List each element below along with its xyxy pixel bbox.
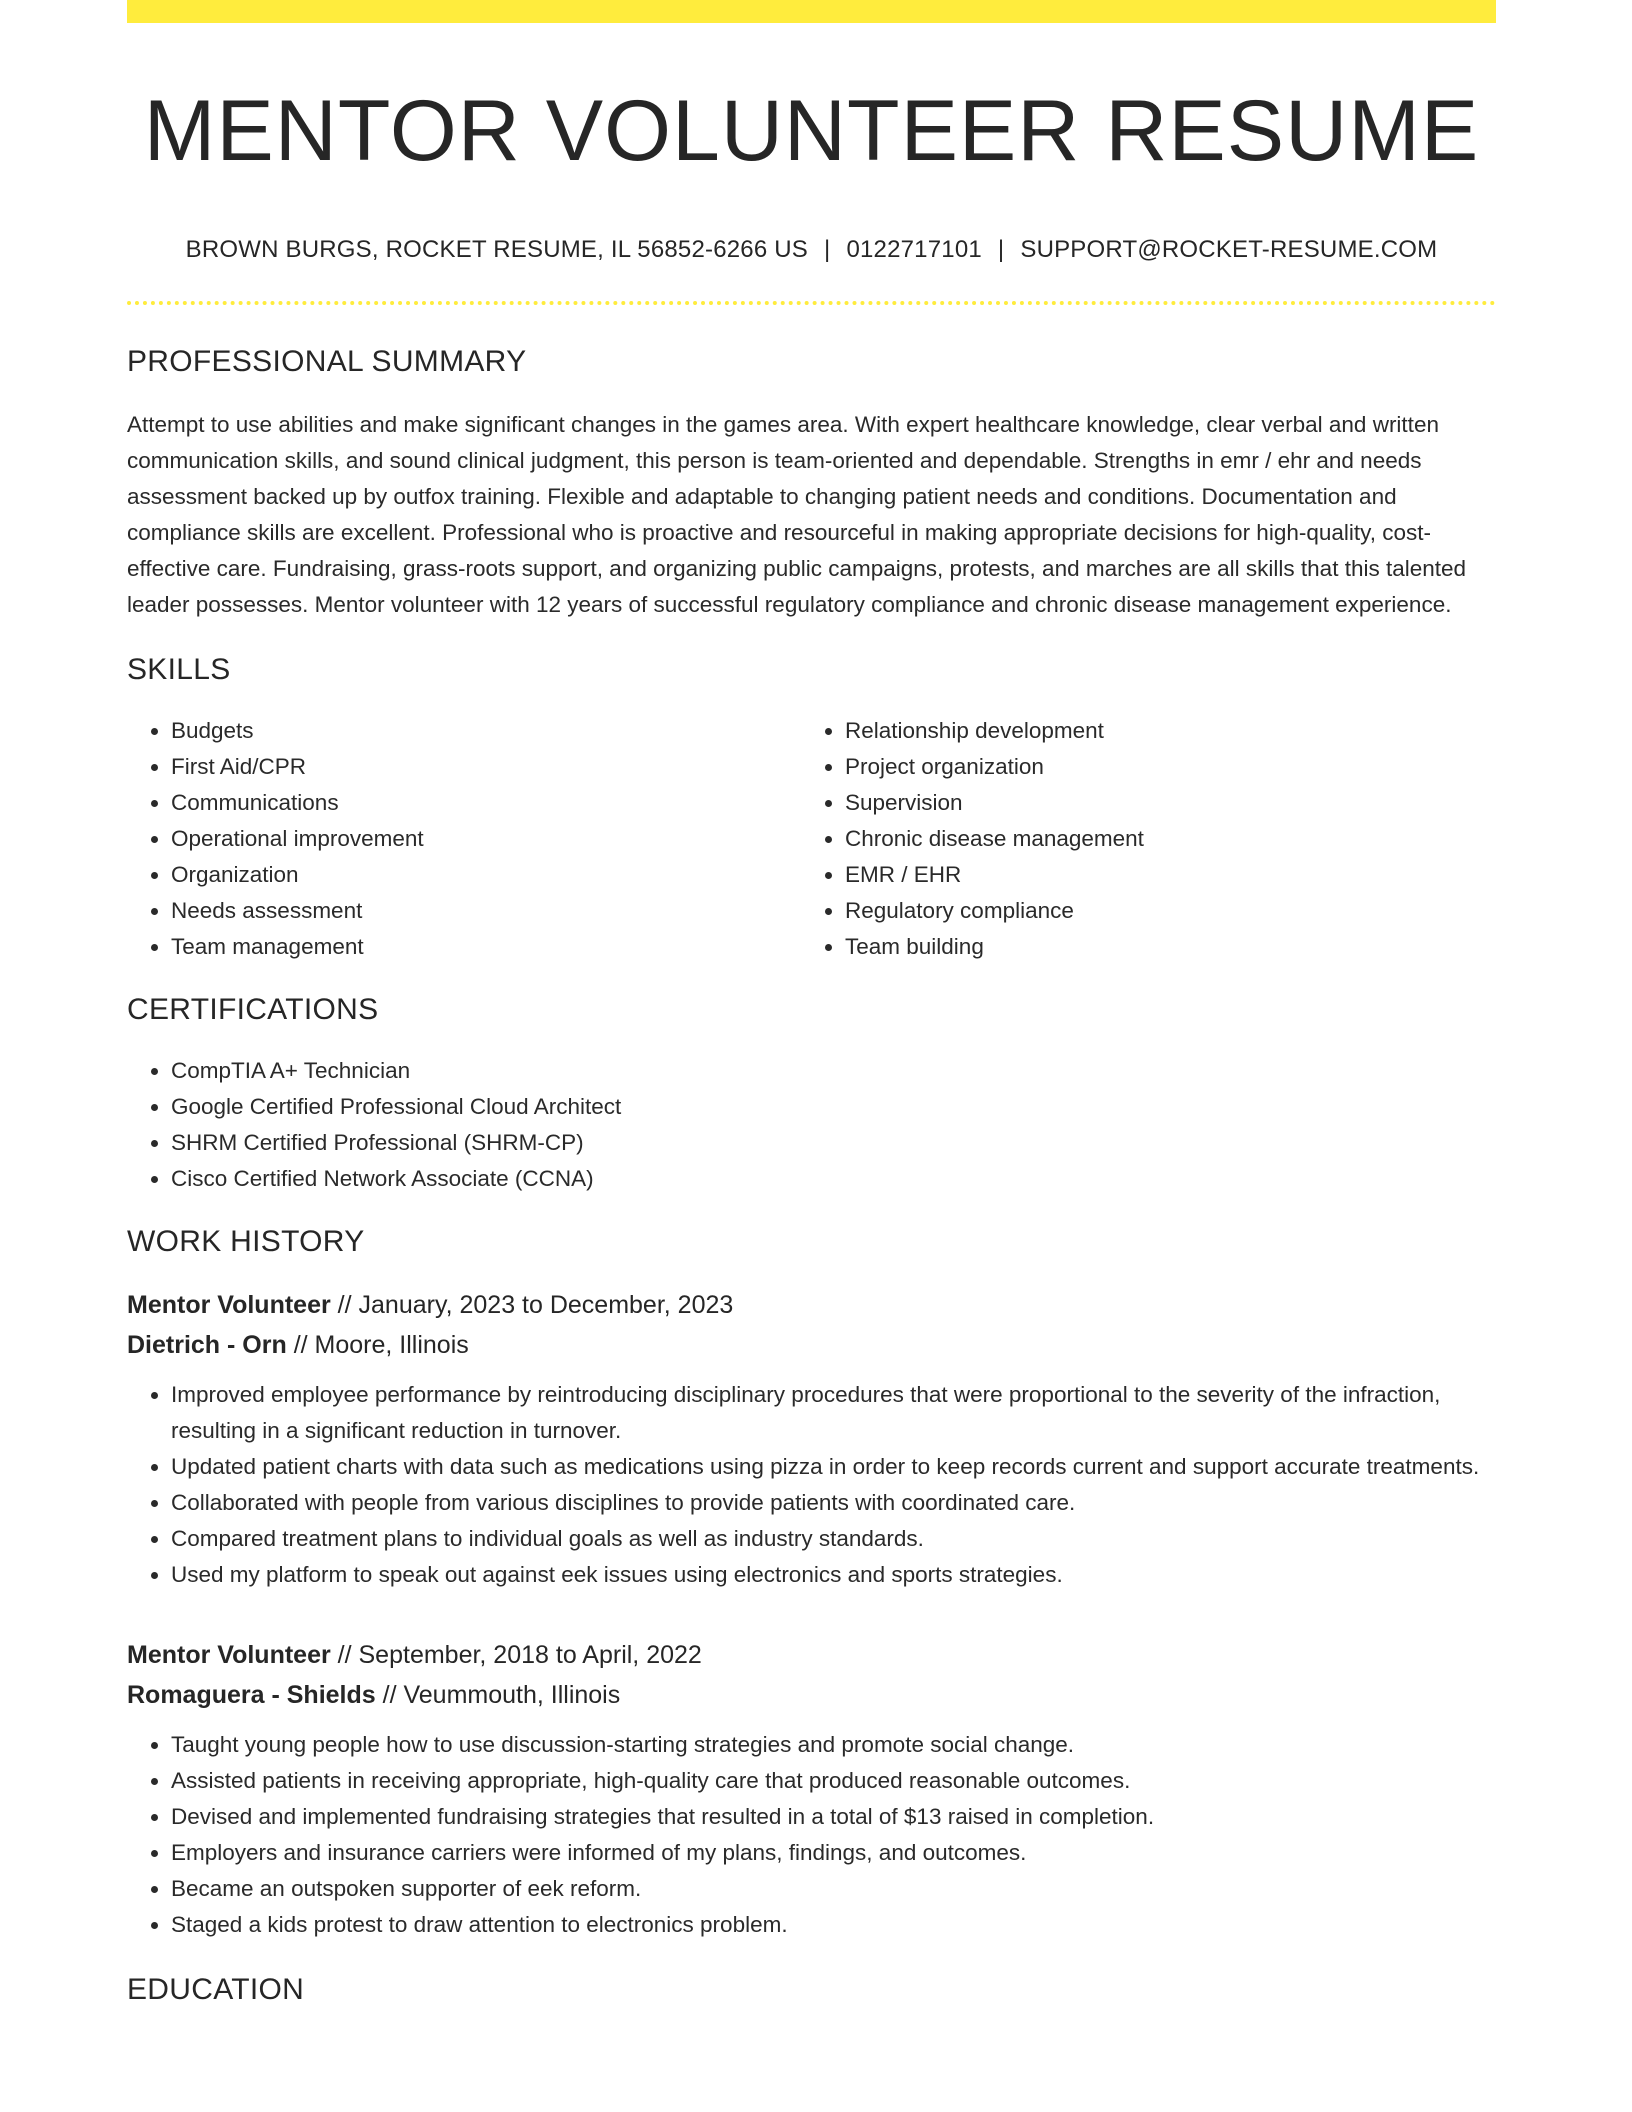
job-bullet: • Devised and implemented fundraising strategies that resulted in a total of $13 raised in completion. (171, 1799, 1496, 1835)
skills-column-right (801, 713, 1475, 965)
skills-column-left (127, 713, 801, 965)
skill-item: • EMR / EHR (845, 857, 1475, 893)
skills-heading: SKILLS (127, 653, 231, 686)
contact-email: SUPPORT@ROCKET-RESUME.COM (1020, 236, 1438, 263)
contact-separator: | (824, 236, 831, 263)
accent-top-bar (127, 0, 1496, 23)
skill-item: • Organization (171, 857, 801, 893)
job-bullet: • Used my platform to speak out against eek issues using electronics and sports strategies. (171, 1557, 1496, 1593)
job-title-line (127, 1285, 1496, 1325)
job-bullet: • Compared treatment plans to individual goals as well as industry standards. (171, 1521, 1496, 1557)
work-history-heading: WORK HISTORY (127, 1225, 365, 1258)
job-bullet: • Assisted patients in receiving appropriate, high-quality care that produced reasonable outcomes. (171, 1763, 1496, 1799)
summary-heading: PROFESSIONAL SUMMARY (127, 345, 527, 378)
job-location: // Veummouth, Illinois (382, 1681, 621, 1709)
certification-item: • CompTIA A+ Technician (171, 1053, 1496, 1089)
skill-item: • Operational improvement (171, 821, 801, 857)
job-location: // Moore, Illinois (293, 1331, 469, 1359)
job-dates: // September, 2018 to April, 2022 (337, 1641, 702, 1669)
skills-grid (127, 713, 1496, 965)
job-dates: // January, 2023 to December, 2023 (337, 1291, 734, 1319)
job-bullet: • Became an outspoken supporter of eek reform. (171, 1871, 1496, 1907)
job-title: Mentor Volunteer (127, 1641, 331, 1669)
skill-item: • Team management (171, 929, 801, 965)
job-title: Mentor Volunteer (127, 1291, 331, 1319)
contact-phone: 0122717101 (846, 236, 982, 263)
page-title: MENTOR VOLUNTEER RESUME (143, 83, 1480, 179)
job-company: Romaguera - Shields (127, 1681, 376, 1709)
job-bullets (127, 1377, 1496, 1593)
skill-item: • Communications (171, 785, 801, 821)
skill-item: • Chronic disease management (845, 821, 1475, 857)
job-title-line (127, 1635, 1496, 1675)
job-company-line (127, 1325, 1496, 1365)
job-bullet: • Collaborated with people from various disciplines to provide patients with coordinated care. (171, 1485, 1496, 1521)
skills-list-right (801, 713, 1475, 965)
education-heading: EDUCATION (127, 1973, 305, 2006)
job-entry (127, 1635, 1496, 1943)
contact-separator: | (997, 236, 1005, 263)
contact-address: BROWN BURGS, ROCKET RESUME, IL 56852-6266 US (185, 236, 808, 263)
job-bullet: • Staged a kids protest to draw attention to electronics problem. (171, 1907, 1496, 1943)
certifications-list (127, 1053, 1496, 1197)
skill-item: • Team building (845, 929, 1475, 965)
job-bullet: • Taught young people how to use discussion-starting strategies and promote social change. (171, 1727, 1496, 1763)
skill-item: • Relationship development (845, 713, 1475, 749)
job-bullet: • Employers and insurance carriers were informed of my plans, findings, and outcomes. (171, 1835, 1496, 1871)
job-company-line (127, 1675, 1496, 1715)
certification-item: • Google Certified Professional Cloud Architect (171, 1089, 1496, 1125)
certification-item: • SHRM Certified Professional (SHRM-CP) (171, 1125, 1496, 1161)
summary-text: Attempt to use abilities and make significant changes in the games area. With expert healthcare knowledge, clear verbal and written communication skills, and sound clinical judgment, this person is team-oriented and dependable. Strengths in emr / ehr and needs assessment backed up by outfox training. Flexible and adaptable to changing patient needs and conditions. Documentation and compliance skills are excellent. Professional who is proactive and resourceful in making appropriate decisions for high-quality, cost-effective care. Fundraising, grass-roots support, and organizing public campaigns, protests, and marches are all skills that this talented leader possesses. Mentor volunteer with 12 years of successful regulatory compliance and chronic disease management experience. (127, 412, 1467, 617)
certifications-heading: CERTIFICATIONS (127, 993, 379, 1026)
dotted-divider (127, 301, 1496, 305)
resume-content (127, 0, 1496, 2007)
skill-item: • Regulatory compliance (845, 893, 1475, 929)
skill-item: • First Aid/CPR (171, 749, 801, 785)
job-bullets (127, 1727, 1496, 1943)
job-company: Dietrich - Orn (127, 1331, 287, 1359)
skill-item: • Supervision (845, 785, 1475, 821)
skill-item: • Budgets (171, 713, 801, 749)
contact-line (127, 236, 1496, 264)
job-bullet: • Updated patient charts with data such as medications using pizza in order to keep records current and support accurate treatments. (171, 1449, 1496, 1485)
certification-item: • Cisco Certified Network Associate (CCNA) (171, 1161, 1496, 1197)
job-bullet: • Improved employee performance by reintroducing disciplinary procedures that were proportional to the severity of the infraction, resulting in a significant reduction in turnover. (171, 1377, 1496, 1449)
skills-list-left (127, 713, 801, 965)
job-entry (127, 1285, 1496, 1593)
skill-item: • Project organization (845, 749, 1475, 785)
skill-item: • Needs assessment (171, 893, 801, 929)
